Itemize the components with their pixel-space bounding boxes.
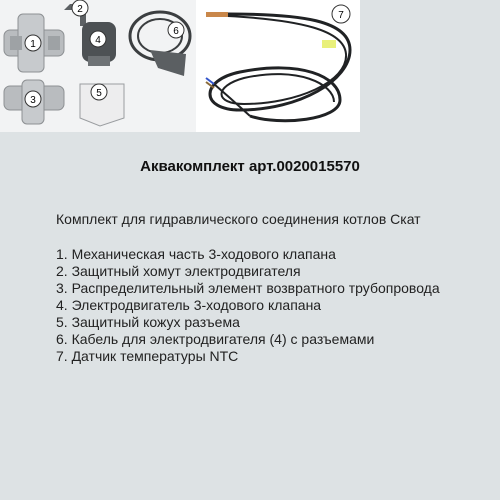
callout-5: [91, 84, 107, 100]
list-item: 2. Защитный хомут электродвигателя: [56, 263, 301, 279]
callout-3: [25, 91, 41, 107]
callout-6-label: 6: [173, 26, 179, 37]
list-item: 5. Защитный кожух разъема: [56, 314, 240, 330]
callout-4-label: 4: [95, 35, 101, 46]
list-item: 3. Распределительный элемент возвратного трубопровода: [56, 280, 440, 296]
callout-7: [332, 5, 350, 23]
parts-list: [56, 246, 440, 365]
callout-2: [72, 0, 88, 16]
callout-5-label: 5: [96, 88, 102, 99]
list-item: 4. Электродвигатель 3-ходового клапана: [56, 297, 322, 313]
page-title: Аквакомплект арт.0020015570: [140, 158, 360, 175]
callout-7-label: 7: [338, 10, 344, 21]
cable-image: [130, 12, 190, 76]
list-item: 7. Датчик температуры NTC: [56, 348, 239, 364]
callout-2-label: 2: [77, 4, 83, 15]
product-photo-drawing: [0, 0, 500, 132]
product-photo-strip: [0, 0, 500, 132]
list-item: 1. Механическая часть 3-ходового клапана: [56, 246, 336, 262]
callout-1: [25, 35, 41, 51]
list-item: 6. Кабель для электродвигателя (4) с разъемами: [56, 331, 375, 347]
callout-4: [90, 31, 106, 47]
kit-description: Комплект для гидравлического соединения котлов Скат: [56, 211, 421, 227]
callout-3-label: 3: [30, 95, 36, 106]
callout-1-label: 1: [30, 39, 36, 50]
callout-6: [168, 22, 184, 38]
